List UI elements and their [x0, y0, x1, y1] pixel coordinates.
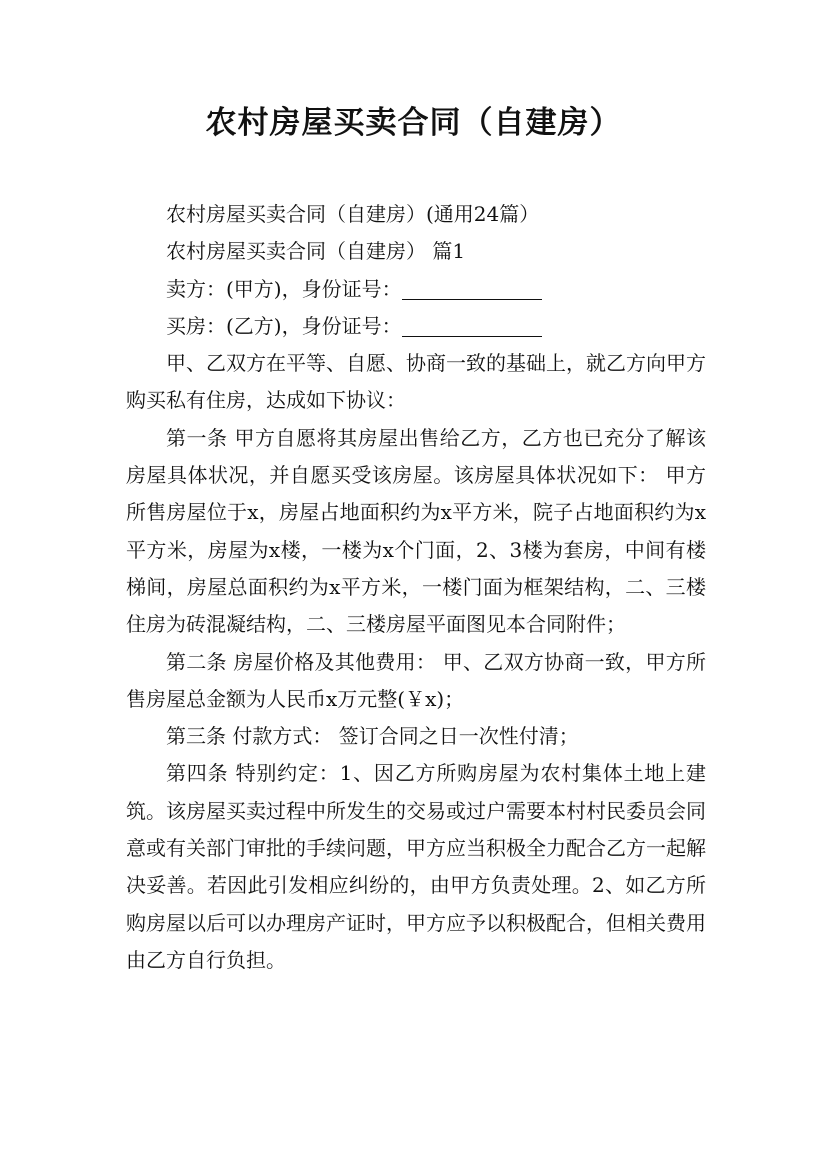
- document-body: [126, 196, 706, 979]
- article-1-paragraph: 第一条 甲方自愿将其房屋出售给乙方，乙方也已充分了解该房屋具体状况，并自愿买受该房屋。该房屋具体状况如下： 甲方所售房屋位于x，房屋占地面积约为x平方米，院子占地面积约为x平方米，房屋为x楼，一楼为x个门面，2、3楼为套房，中间有楼梯间，房屋总面积约为x平方米，一楼门面为框架结构，二、三楼住房为砖混凝结构，二、三楼房屋平面图见本合同附件；: [126, 425, 706, 637]
- buyer-id-blank: [402, 316, 542, 337]
- buyer-label: 买房：(乙方)，身份证号：: [166, 313, 402, 338]
- article-3-paragraph: 第三条 付款方式： 签订合同之日一次性付清；: [166, 724, 579, 749]
- intro-paragraph: 甲、乙双方在平等、自愿、协商一致的基础上，就乙方向甲方购买私有住房，达成如下协议：: [126, 351, 706, 413]
- section-heading: 农村房屋买卖合同（自建房） 篇1: [166, 239, 466, 264]
- article-2-paragraph: 第二条 房屋价格及其他费用： 甲、乙双方协商一致，甲方所售房屋总金额为人民币x万元整(￥x)；: [126, 649, 706, 711]
- seller-label: 卖方：(甲方)，身份证号：: [166, 276, 402, 301]
- article-4-paragraph: 第四条 特别约定：1、因乙方所购房屋为农村集体土地上建筑。该房屋买卖过程中所发生的交易或过户需要本村村民委员会同意或有关部门审批的手续问题，甲方应当积极全力配合乙方一起解决妥善。若因此引发相应纠纷的，由甲方负责处理。2、如乙方所购房屋以后可以办理房产证时，甲方应予以积极配合，但相关费用由乙方自行负担。: [126, 761, 706, 972]
- buyer-line: [126, 308, 706, 345]
- subtitle-line: 农村房屋买卖合同（自建房）(通用24篇）: [166, 202, 540, 226]
- seller-id-blank: [402, 279, 542, 300]
- document-title: 农村房屋买卖合同（自建房）: [205, 105, 622, 141]
- seller-line: [126, 271, 706, 308]
